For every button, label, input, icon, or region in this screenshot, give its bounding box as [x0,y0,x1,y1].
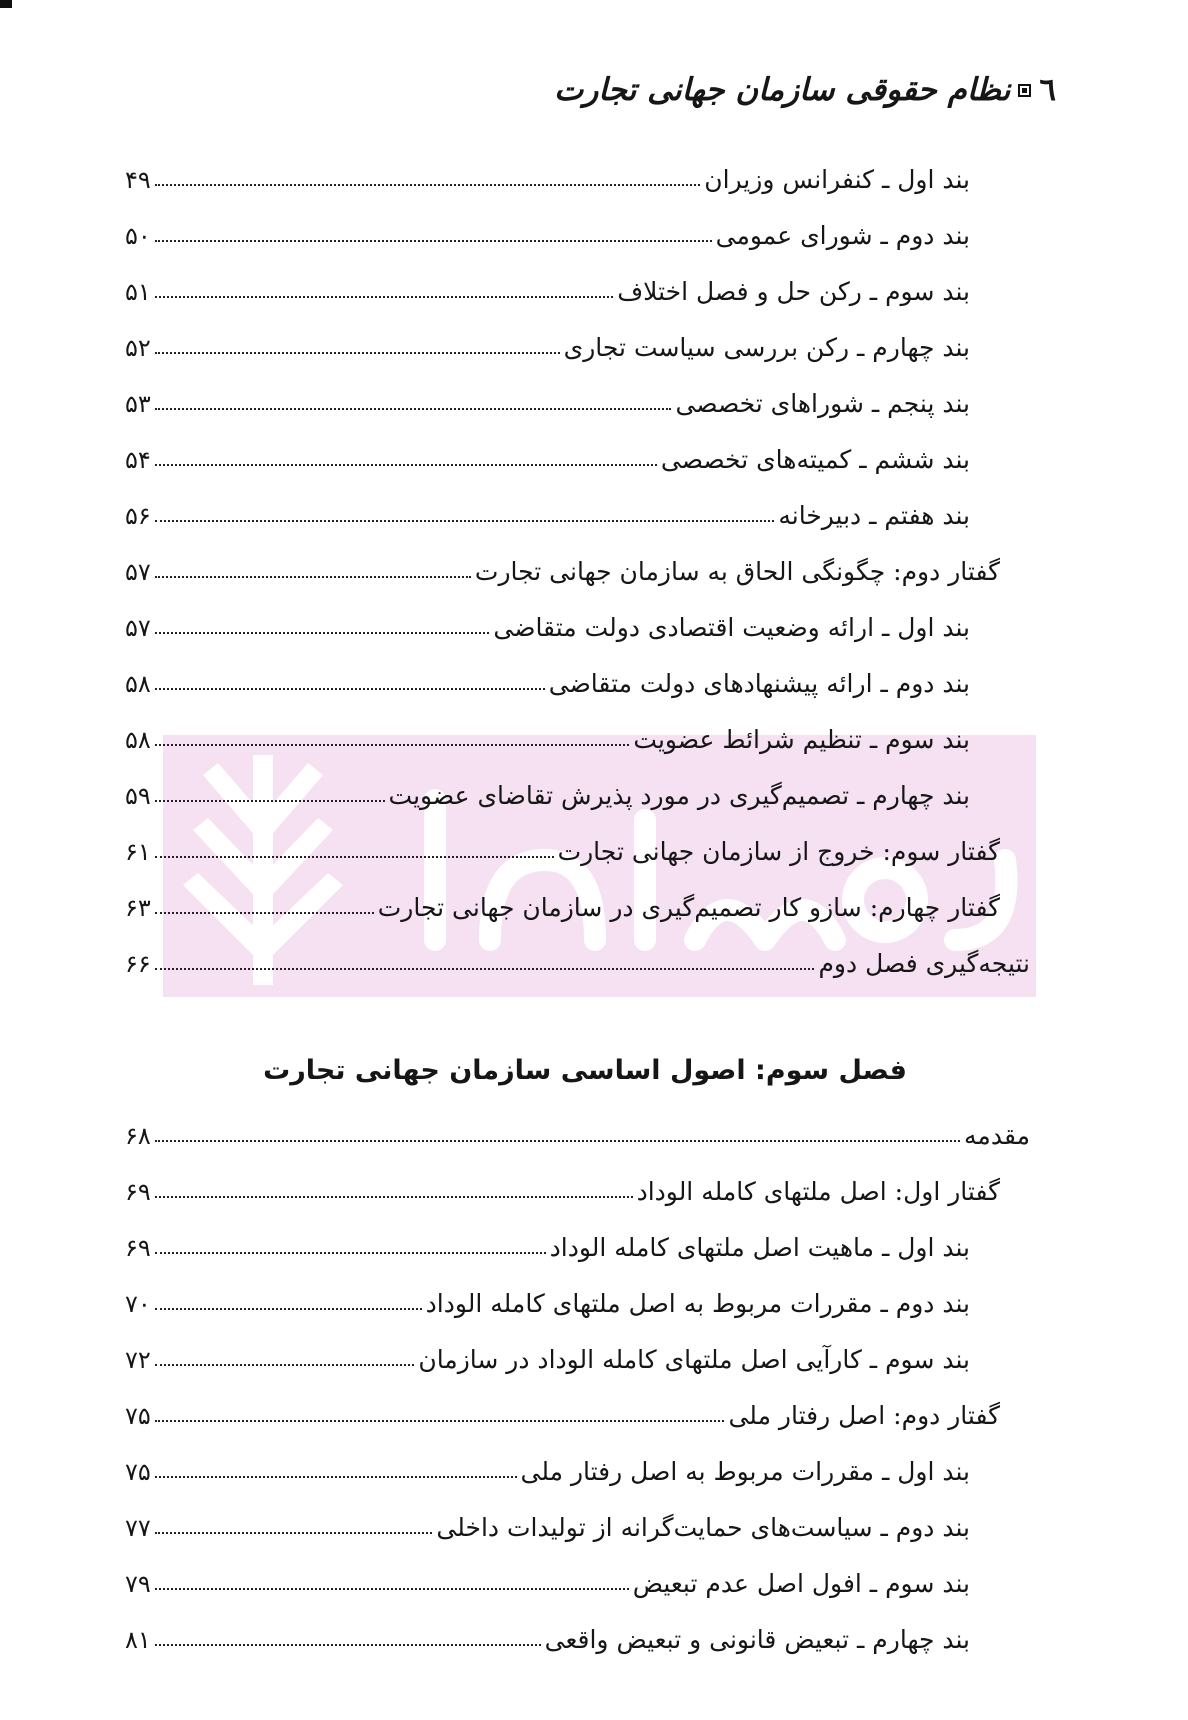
toc-entry[interactable] [125,319,970,363]
toc-entry[interactable] [125,823,1000,867]
dot-leader [155,464,657,466]
toc-entry-page: ۶۶ [125,950,151,979]
toc-entry-title: بند اول ـ ماهیت اصل ملتهای کامله الوداد [549,1233,970,1262]
toc-entry[interactable] [125,711,970,755]
toc-entry[interactable] [125,263,970,307]
dot-leader [155,800,385,802]
toc-entry-title: بند دوم ـ سیاست‌های حمایت‌گرانه از تولیدات داخلی [436,1513,970,1542]
dot-leader [155,968,815,970]
toc-entry-page: ۶۸ [125,1122,151,1151]
toc-entry[interactable] [125,1387,1000,1431]
dot-leader [155,408,672,410]
toc-entry[interactable] [125,1443,970,1487]
dot-leader [155,1196,633,1198]
toc-entry-page: ۵۰ [125,222,151,251]
toc-entry[interactable] [125,487,970,531]
dot-leader [155,1140,960,1142]
toc-entry-page: ۵۹ [125,782,151,811]
toc-entry-title: بند سوم ـ کارآیی اصل ملتهای کامله الوداد در سازمان [418,1345,970,1374]
toc-entry-page: ۷۲ [125,1346,151,1375]
toc-entry[interactable] [125,1611,970,1655]
dot-leader [155,744,630,746]
toc-entry-title: بند چهارم ـ رکن بررسی سیاست تجاری [563,333,970,362]
dot-leader [155,576,471,578]
toc-entry-page: ۴۹ [125,166,151,195]
toc-entry[interactable] [125,207,970,251]
toc-entry[interactable] [125,1499,970,1543]
dot-leader [155,1364,415,1366]
dot-leader [155,1588,629,1590]
toc-entry-page: ۵۲ [125,334,151,363]
toc-entry-title: بند هفتم ـ دبیرخانه [778,501,970,530]
toc-entry-title: گفتار دوم: چگونگی الحاق به سازمان جهانی تجارت [474,557,1000,586]
toc-entry-page: ۷۵ [125,1402,151,1431]
toc-entry-page: ۷۰ [125,1290,151,1319]
toc-entry[interactable] [125,1107,1030,1151]
dot-leader [155,240,712,242]
toc-entry-page: ۵۷ [125,558,151,587]
toc-entry-title: بند اول ـ کنفرانس وزیران [704,165,970,194]
toc-entry[interactable] [125,935,1030,979]
dot-leader [155,520,775,522]
book-title: نظام حقوقی سازمان جهانی تجارت [554,72,1011,108]
toc-entry[interactable] [125,1555,970,1599]
toc-entry[interactable] [125,767,970,811]
toc-entry-title: بند سوم ـ رکن حل و فصل اختلاف [617,277,970,306]
dot-leader [155,912,374,914]
toc-entry-page: ۵۳ [125,390,151,419]
dot-leader [155,856,554,858]
dot-leader [155,1532,433,1534]
toc-entry-title: مقدمه [964,1121,1030,1150]
toc-entry[interactable] [125,879,1000,923]
toc-entry[interactable] [125,1163,1000,1207]
toc-entry[interactable] [125,1275,970,1319]
toc-entry-title: بند سوم ـ تنظیم شرائط عضویت [633,725,970,754]
toc-entry-page: ۵۴ [125,446,151,475]
toc-entry-page: ۷۹ [125,1570,151,1599]
toc-entry-title: بند چهارم ـ تبعیض قانونی و تبعیض واقعی [544,1625,970,1654]
toc-entry-title: گفتار چهارم: سازو کار تصمیم‌گیری در سازمان جهانی تجارت [377,893,1000,922]
toc-entry-title: بند ششم ـ کمیته‌های تخصصی [660,445,970,474]
toc-entry-page: ۵۸ [125,670,151,699]
toc-entry-title: بند اول ـ مقررات مربوط به اصل رفتار ملی [520,1457,970,1486]
dot-leader [155,1644,541,1646]
toc-entry-page: ۵۱ [125,278,151,307]
toc-entry-title: بند دوم ـ شورای عمومی [715,221,970,250]
toc-entry-title: بند دوم ـ ارائه پیشنهادهای دولت متقاضی [548,669,970,698]
toc-entry-page: ۵۶ [125,502,151,531]
page-number: ٦ [1039,72,1056,108]
toc-entry-page: ۶۱ [125,838,151,867]
toc-entry-page: ۸۱ [125,1626,151,1655]
toc-entry-page: ۷۵ [125,1458,151,1487]
chapter-heading: فصل سوم: اصول اساسی سازمان جهانی تجارت [263,1055,907,1086]
toc-entry[interactable] [125,655,970,699]
toc-entry-page: ۶۳ [125,894,151,923]
toc-entry-title: بند سوم ـ افول اصل عدم تبعیض [632,1569,970,1598]
toc-entry-page: ۶۹ [125,1178,151,1207]
dot-leader [155,688,545,690]
toc-entry-title: بند اول ـ ارائه وضعیت اقتصادی دولت متقاضی [493,613,970,642]
toc-entry[interactable] [125,1331,970,1375]
toc-entry[interactable] [125,543,1000,587]
toc-entry[interactable] [125,431,970,475]
toc-entry-title: گفتار سوم: خروج از سازمان جهانی تجارت [557,837,1000,866]
dot-leader [155,1252,546,1254]
dot-leader [155,296,613,298]
dot-leader [155,184,700,186]
toc-entry-page: ۵۸ [125,726,151,755]
toc-entry-page: ۶۹ [125,1234,151,1263]
toc-entry-page: ۷۷ [125,1514,151,1543]
dot-leader [155,352,560,354]
toc-entry-title: بند پنجم ـ شوراهای تخصصی [675,389,970,418]
toc-entry[interactable] [125,1219,970,1263]
dot-leader [155,1308,422,1310]
toc-entry-title: بند چهارم ـ تصمیم‌گیری در مورد پذیرش تقاضای عضویت [388,781,970,810]
toc-entry-page: ۵۷ [125,614,151,643]
toc-entry[interactable] [125,375,970,419]
toc-entry-title: گفتار اول: اصل ملتهای کامله الوداد [636,1177,1000,1206]
toc-entry-title: نتیجه‌گیری فصل دوم [818,949,1030,978]
dot-leader [155,632,490,634]
dot-leader [155,1420,725,1422]
toc-entry[interactable] [125,151,970,195]
dot-leader [155,1476,517,1478]
toc-entry-title: بند دوم ـ مقررات مربوط به اصل ملتهای کامله الوداد [425,1289,970,1318]
toc-entry-title: گفتار دوم: اصل رفتار ملی [728,1401,1000,1430]
toc-entry[interactable] [125,599,970,643]
